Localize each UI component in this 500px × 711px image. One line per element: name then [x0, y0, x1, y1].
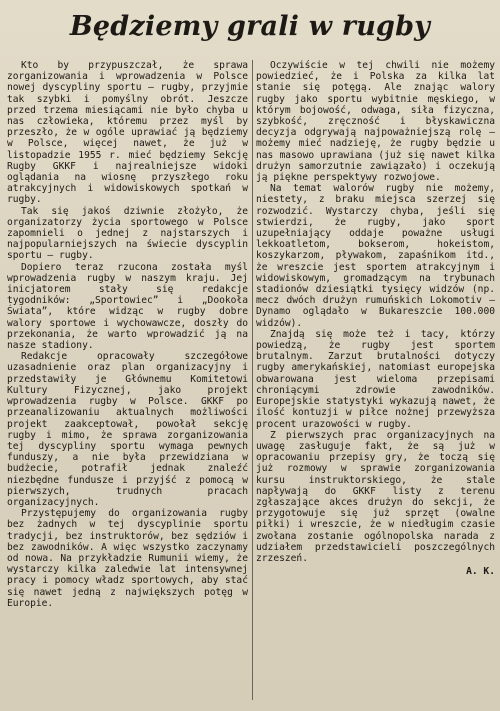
article-paragraph: Z pierwszych prac organizacyjnych na uwagę zasługuje fakt, że są już w opracowaniu przepisy gry, że toczą się już rozmowy w sprawie zorganizowania kursu instruktorskiego, że stale napływają do GKKF listy z terenu zgłaszające akces drużyn do sekcji, że przygotowuje się już sprzęt (owalne piłki) i wreszcie, że w niedługim czasie zwołana zostanie ogólnopolska narada z udziałem przedstawicieli poszczególnych zrzeszeń.: [256, 429, 495, 564]
article-paragraph: Na temat walorów rugby nie możemy, niestety, z braku miejsca szerzej się rozwodzić. Wystarczy chyba, jeśli się stwierdzi, że rugby, jako sport uzupełniający oddaje poważne usługi lekkoatletom, bokserom, hokeistom, koszykarzom, pływakom, zapaśnikom itd., że wreszcie jest sportem atrakcyjnym i widowiskowym, gromadzącym na trybunach stadionów dziesiątki tysięcy widzów (np. mecz dwóch drużyn rumuńskich Lokomotiv — Dynamo oglądało w Bukareszcie 100.000 widzów).: [256, 183, 495, 329]
article-paragraph: Przystępujemy do organizowania rugby bez żadnych w tej dyscyplinie sportu tradycji, bez instruktorów, bez sędziów i bez zawodników. A więc wszystko zaczynamy od nowa. Na przykładzie Rumunii wiemy, że wystarczy kilka zaledwie lat intensywnej pracy i pomocy władz sportowych, aby stać się nawet jedną z największych potęg w Europie.: [7, 508, 248, 609]
article-paragraph: Dopiero teraz rzucona została myśl wprowadzenia rugby w naszym kraju. Jej inicjatorem stały się redakcje tygodników: „Sportowiec” i „Dookoła Świata”, które widząc w rugby dobre walory sportowe i wychowawcze, doszły do przekonania, że warto wprowadzić ją na nasze stadiony.: [7, 261, 248, 352]
article-paragraph: Kto by przypuszczał, że sprawa zorganizowania i wprowadzenia w Polsce nowej dyscypliny sportu — rugby, przyjmie tak szybki i pomyślny obrót. Jeszcze przed trzema miesiącami nie było chyba u nas człowieka, któremu przez myśl by przeszło, że w ogóle uprawiać ją będziemy w Polsce, więcej nawet, że już w listopadzie 1955 r. mieć będziemy Sekcję Rugby GKKF i najrealniejsze widoki oglądania na wiosnę przyszłego roku atrakcyjnych i widowiskowych spotkań w rugby.: [7, 60, 248, 206]
article-right-column: [256, 60, 495, 706]
column-divider: [252, 60, 253, 700]
article-paragraph: Tak się jakoś dziwnie złożyło, że organizatorzy życia sportowego w Polsce zapomnieli o jednej z najstarszych i najpopularniejszych na świecie dyscyplin sportu — rugby.: [7, 205, 248, 262]
article-paragraph: Znajdą się może też i tacy, którzy powiedzą, że rugby jest sportem brutalnym. Zarzut brutalności dotyczy rugby amerykańskiej, natomiast europejska obwarowana jest wieloma przepisami chroniącymi zdrowie zawodników. Europejskie statystyki wykazują nawet, że ilość kontuzji w piłce nożnej przewyższa procent urazowości w rugby.: [256, 328, 495, 430]
article-paragraph: Oczywiście w tej chwili nie możemy powiedzieć, że i Polska za kilka lat stanie się potęgą. Ale znając walory rugby jako sportu wybitnie męskiego, w którym bojowość, odwaga, siła fizyczna, szybkość, zręczność i błyskawiczna decyzja odgrywają najpoważniejszą rolę — możemy mieć nadzieję, że rugby będzie u nas masowo uprawiana (już się nawet kilka drużyn samorzutnie zawiązało) i oczekują ją piękne perspektywy rozwojowe.: [256, 60, 495, 184]
article-title: Będziemy grali w rugby: [69, 11, 431, 42]
article-left-column: [7, 60, 248, 706]
article-paragraph: Redakcje opracowały szczegółowe uzasadnienie oraz plan organizacyjny i przedstawiły je Głównemu Komitetowi Kultury Fizycznej, jako projekt wprowadzenia rugby w Polsce. GKKF po przeanalizowaniu aktualnych możliwości projekt zaakceptował, powołał sekcję rugby i mimo, że sprawa zorganizowania tej dyscypliny sportu wymaga pewnych funduszy, a nie była przewidziana w budżecie, potrafił jednak znaleźć niezbędne fundusze i przyjść z pomocą w pierwszych, trudnych pracach organizacyjnych.: [7, 351, 248, 508]
author-signature: A. K.: [466, 566, 495, 578]
